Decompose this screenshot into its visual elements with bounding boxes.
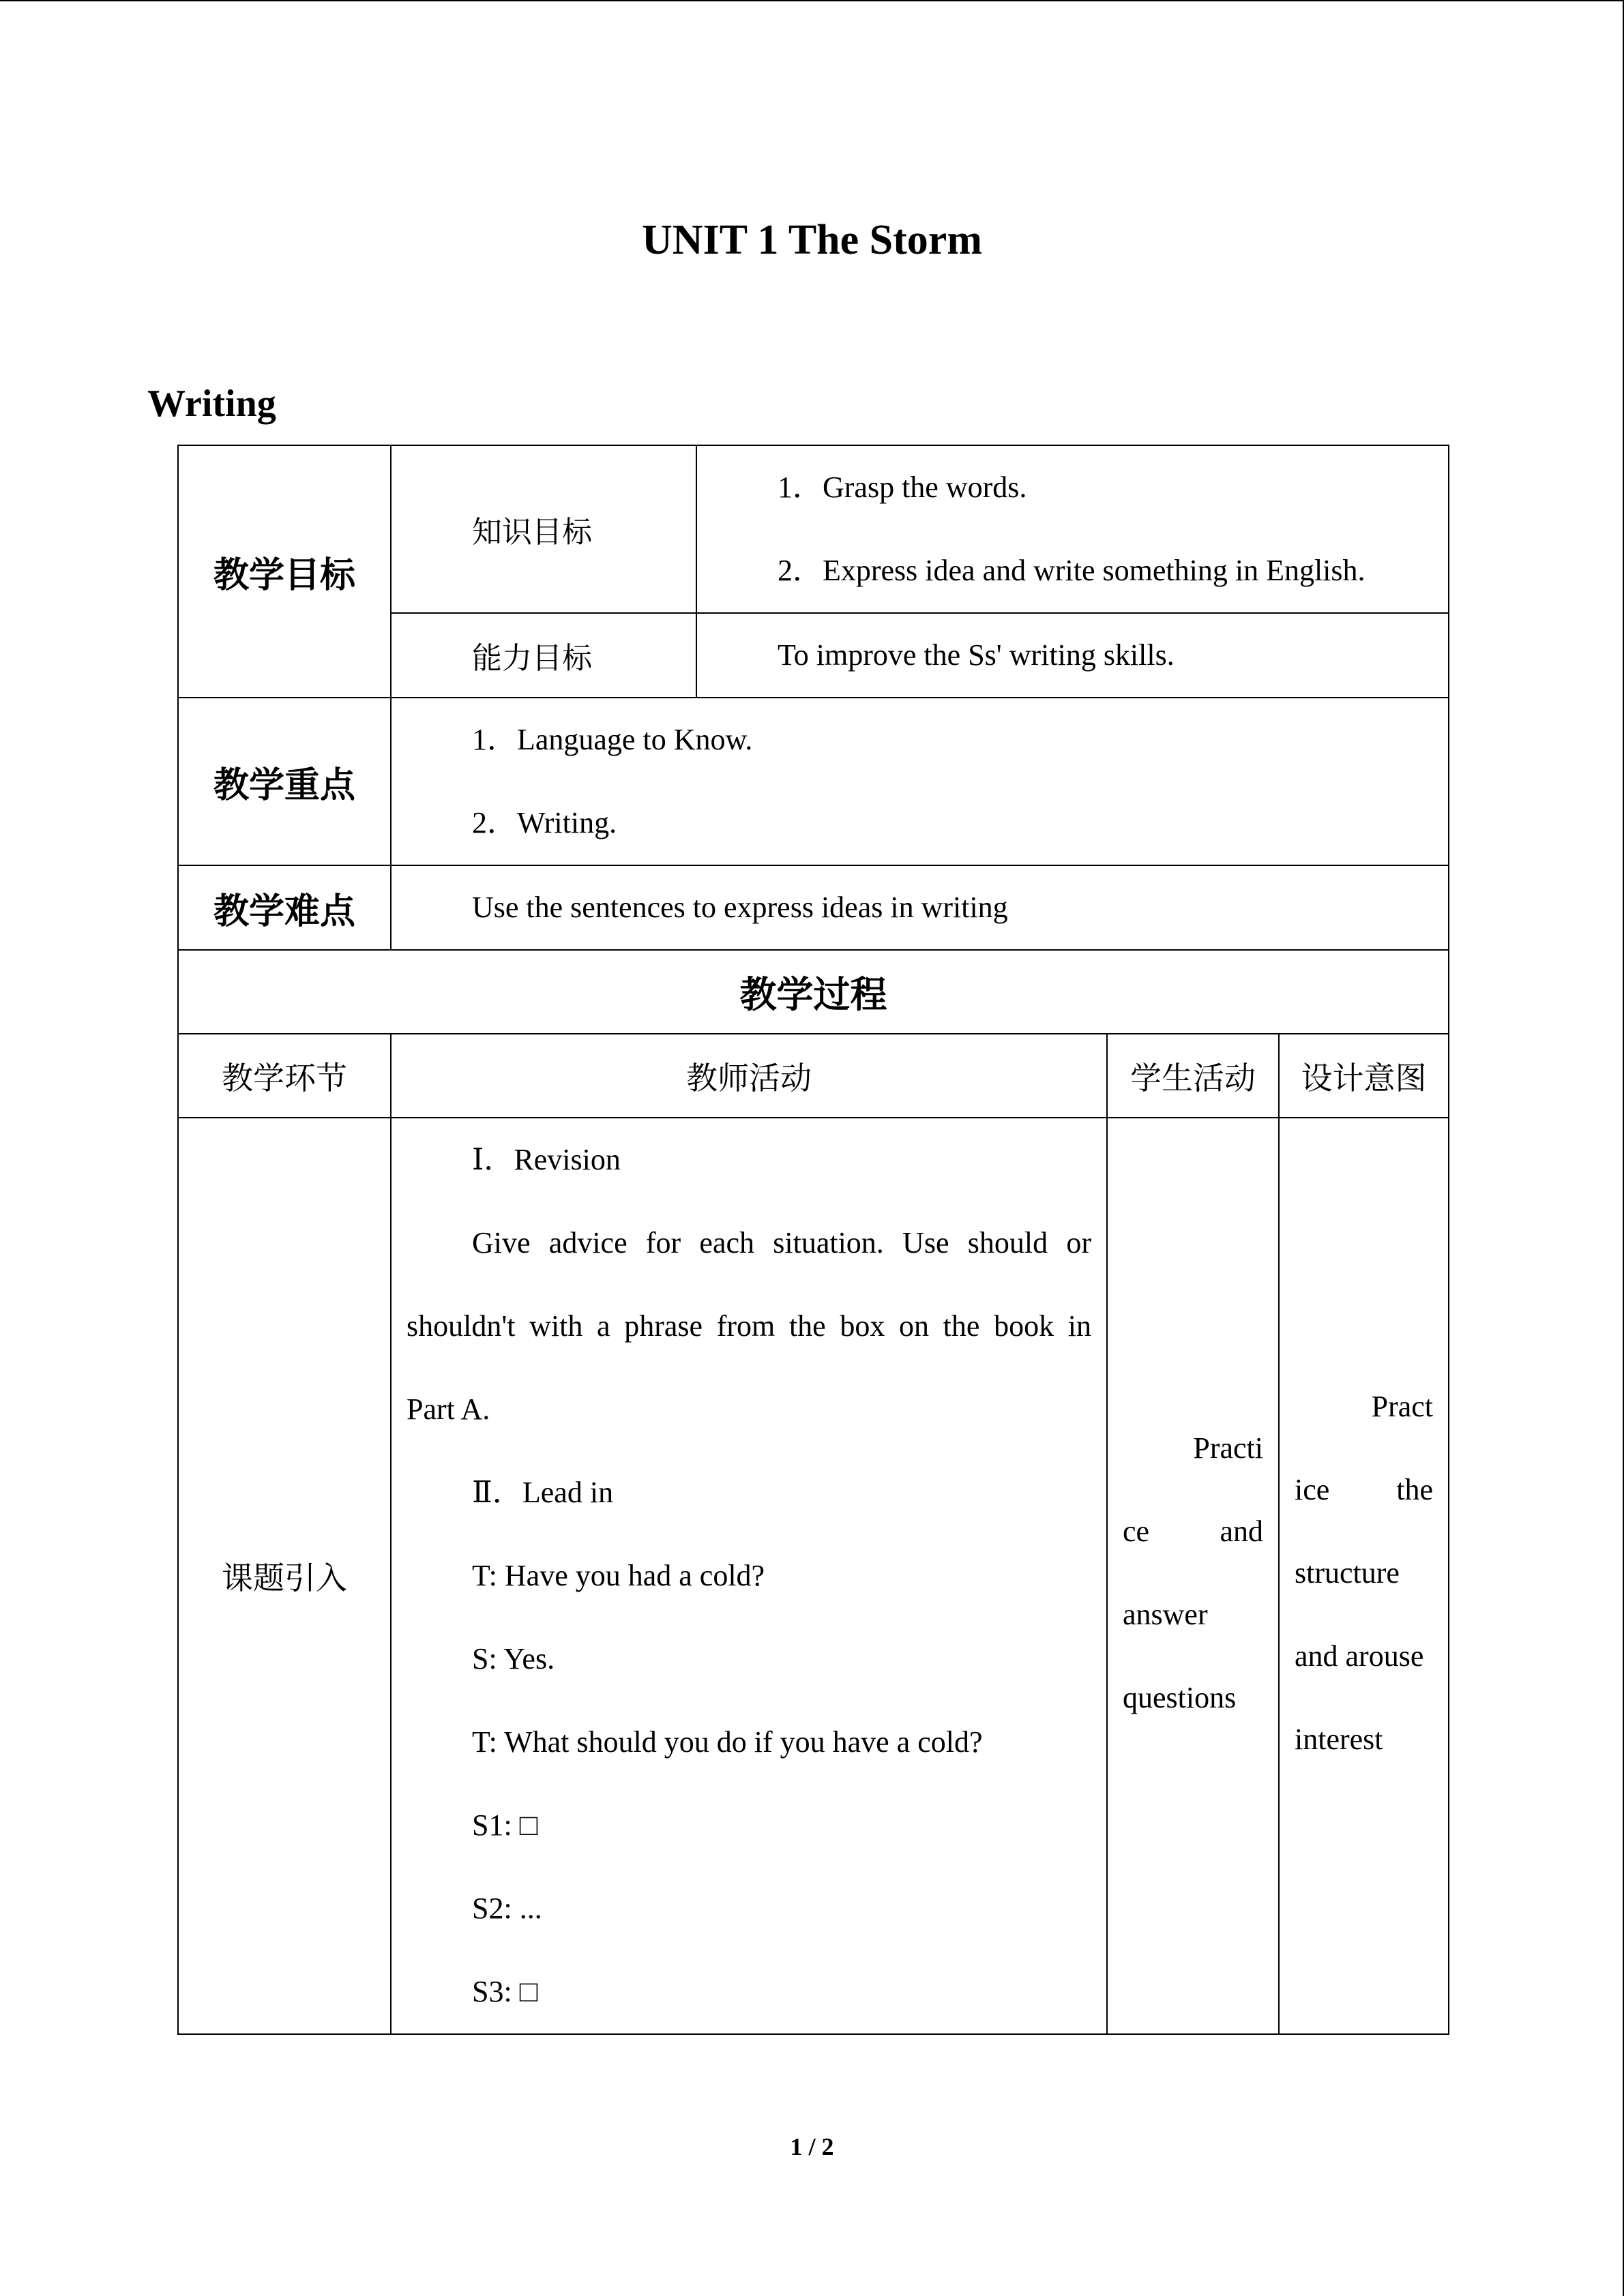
objectives-knowledge-row: [178, 445, 1449, 613]
key-points-label: 教学重点: [178, 698, 391, 865]
revision-text-line: shouldn't with a phrase from the box on the book in: [407, 1309, 1091, 1343]
design-intent-line: [1295, 1448, 1433, 1532]
ability-objective-label: 能力目标: [391, 613, 696, 698]
revision-heading: Ⅰ．Revision: [472, 1143, 621, 1176]
revision-text-line: Give advice for each situation. Use should or: [472, 1226, 1091, 1259]
student-activity-line: answer: [1123, 1598, 1208, 1631]
key-points-row: [178, 698, 1449, 865]
dialogue-line: S3: □: [472, 1975, 538, 2008]
lead-in-heading: Ⅱ．Lead in: [472, 1476, 614, 1509]
document-title: UNIT 1 The Storm: [642, 217, 982, 263]
ability-objective-content: [696, 613, 1449, 698]
section-heading: Writing: [147, 383, 276, 425]
design-intent-line: and arouse: [1295, 1639, 1424, 1673]
knowledge-item: 1．Grasp the words.: [778, 471, 1027, 504]
difficulties-label: 教学难点: [178, 865, 391, 950]
header-stage: 教学环节: [178, 1034, 391, 1118]
dialogue-line: T: What should you do if you have a cold?: [472, 1725, 983, 1759]
knowledge-objective-label: 知识目标: [391, 445, 696, 613]
process-title: 教学过程: [178, 950, 1449, 1034]
student-activity-cell: [1107, 1118, 1279, 2034]
teacher-activity-cell: [391, 1118, 1107, 2034]
key-point-item: 2．Writing.: [472, 806, 617, 839]
key-point-item: 1．Language to Know.: [472, 723, 753, 756]
student-activity-line: [1123, 1490, 1263, 1573]
stage-cell: 课题引入: [178, 1118, 391, 2034]
dialogue-line: S2: ...: [472, 1892, 542, 1925]
key-points-content: [391, 698, 1449, 865]
design-intent-line: structure: [1295, 1556, 1400, 1590]
process-row: [178, 1118, 1449, 2034]
dialogue-line: S: Yes.: [472, 1642, 555, 1675]
design-intent-cell: [1279, 1118, 1449, 2034]
header-design-intent: 设计意图: [1279, 1034, 1449, 1118]
design-intent-word: ice: [1295, 1473, 1330, 1506]
header-student-activity: 学生活动: [1107, 1034, 1279, 1118]
difficulties-row: [178, 865, 1449, 950]
design-intent-line: interest: [1295, 1723, 1383, 1756]
ability-objective-text: To improve the Ss' writing skills.: [778, 638, 1175, 672]
student-activity-word: and: [1220, 1515, 1263, 1548]
difficulties-text: Use the sentences to express ideas in writing: [472, 891, 1008, 924]
knowledge-item: 2．Express idea and write something in English.: [778, 554, 1365, 587]
knowledge-objective-content: [696, 445, 1449, 613]
student-activity-line: Practi: [1193, 1431, 1263, 1465]
page-number: 1 / 2: [790, 2133, 834, 2160]
lesson-plan-table: [177, 445, 1449, 2035]
header-teacher-activity: 教师活动: [391, 1034, 1107, 1118]
dialogue-line: S1: □: [472, 1808, 538, 1842]
dialogue-line: T: Have you had a cold?: [472, 1559, 765, 1592]
process-header-row: [178, 1034, 1449, 1118]
process-title-row: [178, 950, 1449, 1034]
objectives-label: 教学目标: [178, 445, 391, 698]
student-activity-word: ce: [1123, 1515, 1150, 1548]
design-intent-line: Pract: [1371, 1390, 1434, 1423]
revision-text-line: Part A.: [407, 1392, 490, 1426]
difficulties-content: [391, 865, 1449, 950]
design-intent-word: the: [1396, 1473, 1434, 1506]
student-activity-line: questions: [1123, 1681, 1237, 1714]
